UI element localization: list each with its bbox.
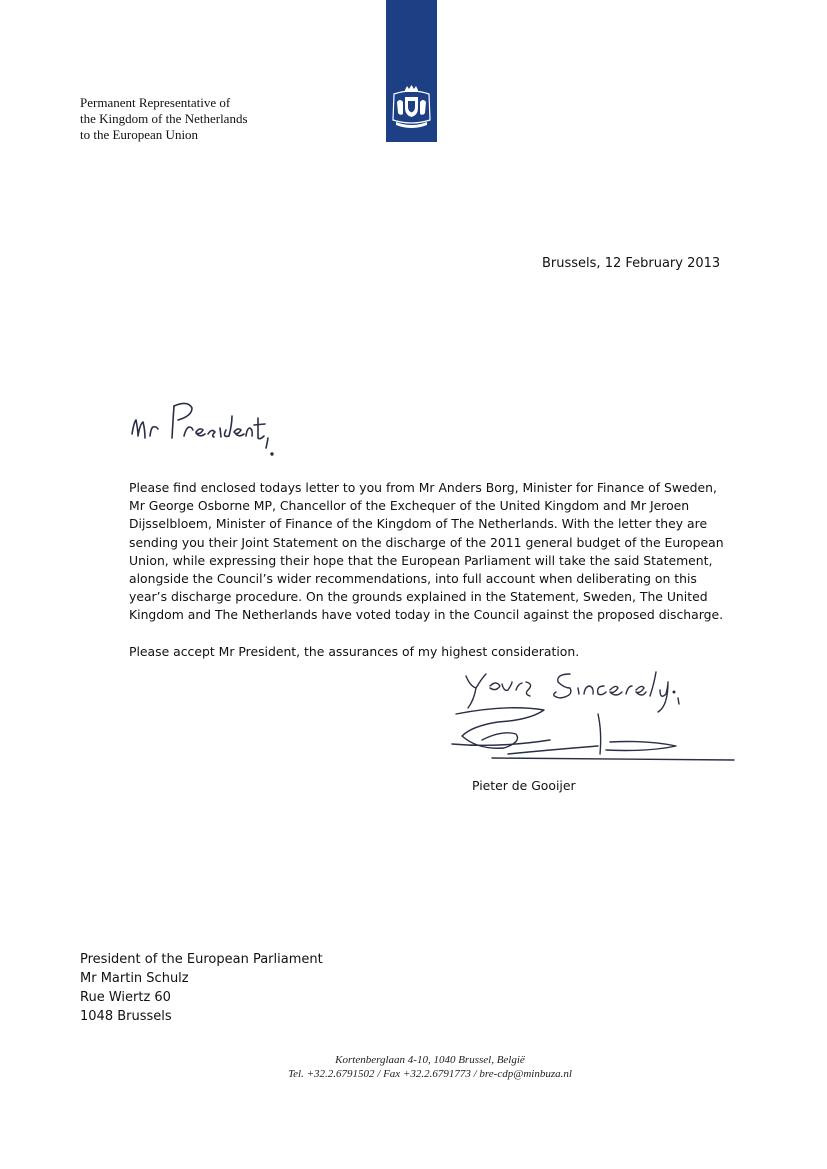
footer-contact	[150, 1053, 710, 1081]
sender-line: to the European Union	[80, 127, 199, 142]
sender-line: Permanent Representative of	[80, 95, 231, 110]
sender-line: the Kingdom of the Netherlands	[80, 111, 248, 126]
closing-sentence: Please accept Mr President, the assurances of my highest consideration.	[129, 643, 580, 659]
sender-block	[80, 95, 248, 143]
letter-date: Brussels, 12 February 2013	[542, 256, 721, 271]
body-paragraph: Please find enclosed todays letter to you from Mr Anders Borg, Minister for Finance of Sweden, Mr George Osborne MP, Chancellor of the Exchequer of the United Kingdom and Mr Jeroen Dijsselbloem, Minister of Finance of the Kingdom of The Netherlands. With the letter they are sending you their Joint Statement on the discharge of the 2011 general budget of the European Union, while expressing their hope that the European Parliament will take the said Statement, alongside the Council’s wider recommendations, into full account when deliberating on this year’s discharge procedure. On the grounds explained in the Statement, Sweden, The United Kingdom and The Netherlands have voted today in the Council against the proposed discharge.	[129, 480, 724, 623]
signer-name: Pieter de Gooijer	[472, 778, 576, 793]
handwritten-salutation	[126, 394, 276, 464]
footer-address: Kortenberglaan 4-10, 1040 Brussel, België	[335, 1054, 525, 1066]
addressee-block	[80, 950, 323, 1026]
addressee-line: Mr Martin Schulz	[80, 971, 189, 986]
royal-coat-of-arms-icon	[388, 84, 435, 132]
footer-phone-fax-email: Tel. +32.2.6791502 / Fax +32.2.6791773 / bre-cdp@minbuza.nl	[288, 1068, 572, 1080]
handwritten-signature	[438, 668, 738, 772]
addressee-line: President of the European Parliament	[80, 952, 323, 967]
letter-body	[129, 479, 725, 679]
addressee-line: Rue Wiertz 60	[80, 990, 171, 1005]
addressee-line: 1048 Brussels	[80, 1009, 172, 1024]
